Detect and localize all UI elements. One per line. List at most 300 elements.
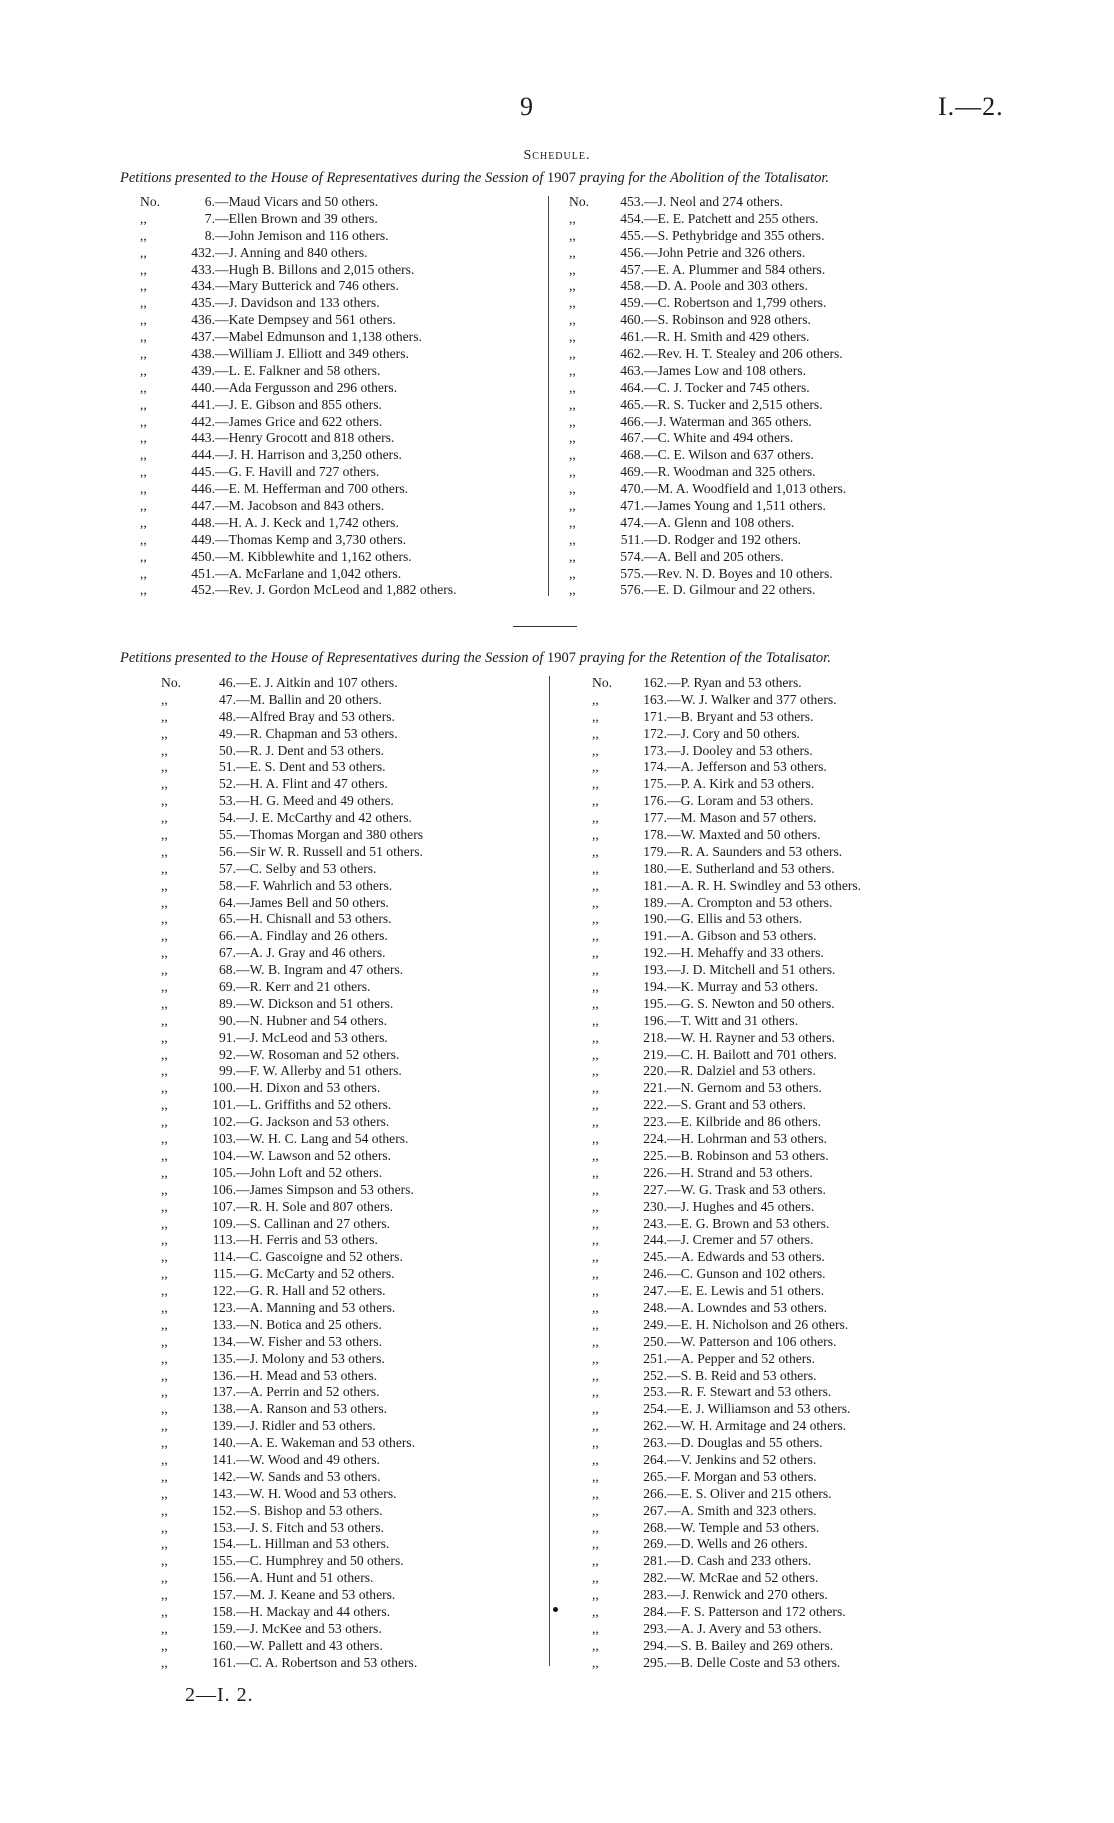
petition-number: 180. [643,860,667,876]
petition-text: —D. Douglas and 55 others. [667,1435,823,1451]
ditto-mark: ,, [592,1620,599,1636]
retention-list-right [592,675,861,1672]
ditto-mark: ,, [140,244,147,260]
petition-number: 474. [620,514,644,530]
petition-text: —H. A. J. Keck and 1,742 others. [215,514,399,530]
list-item [161,1317,423,1334]
petition-number: 55. [219,827,236,843]
ditto-mark: ,, [592,1114,599,1130]
list-item [161,1266,423,1283]
list-item [140,346,457,363]
petition-text: —E. D. Gilmour and 22 others. [644,582,816,598]
petition-number: 115. [212,1266,236,1282]
ditto-mark: ,, [140,498,147,514]
petition-number: 465. [620,396,644,412]
petition-number: 141. [212,1451,236,1467]
petition-number: 155. [212,1553,236,1569]
ditto-mark: ,, [161,911,168,927]
list-item [140,532,457,549]
petition-number: 250. [643,1333,667,1349]
petition-text: —W. H. C. Lang and 54 others. [236,1131,409,1147]
petition-text: —W. Patterson and 106 others. [667,1333,837,1349]
petition-number: 451. [191,565,215,581]
list-item [569,447,846,464]
list-item [569,363,846,380]
ditto-mark: ,, [161,945,168,961]
petition-text: —T. Witt and 31 others. [667,1012,799,1028]
petition-number: 247. [643,1283,667,1299]
list-item [592,675,861,692]
petition-text: —James Simpson and 53 others. [236,1181,414,1197]
ditto-mark: ,, [161,1553,168,1569]
petition-text: —R. Dalziel and 53 others. [667,1063,816,1079]
petition-text: —B. Robinson and 53 others. [667,1147,829,1163]
petition-text: —Thomas Kemp and 3,730 others. [215,531,407,547]
petition-text: —F. W. Allerby and 51 others. [236,1063,402,1079]
list-item [140,278,457,295]
ditto-mark: ,, [592,1367,599,1383]
petition-text: —W. Temple and 53 others. [667,1519,820,1535]
ditto-mark: ,, [569,430,576,446]
petition-number: 192. [643,945,667,961]
list-item [161,1452,423,1469]
petition-text: —W. Wood and 49 others. [236,1451,380,1467]
list-item [592,844,861,861]
ditto-mark: ,, [592,945,599,961]
ditto-mark: ,, [592,1316,599,1332]
signature-mark: 2—I. 2. [185,1684,254,1706]
list-item [592,1520,861,1537]
list-item [592,1536,861,1553]
petition-text: —John Jemison and 116 others. [215,227,389,243]
ditto-mark: ,, [140,295,147,311]
ditto-mark: ,, [569,413,576,429]
petition-number: 463. [620,362,644,378]
list-item [140,397,457,414]
ditto-mark: ,, [161,742,168,758]
petition-text: —A. Lowndes and 53 others. [667,1299,828,1315]
ditto-mark: ,, [592,827,599,843]
petition-number: 134. [212,1333,236,1349]
ditto-mark: ,, [592,1502,599,1518]
list-item [592,1503,861,1520]
list-item [161,911,423,928]
ditto-mark: ,, [161,810,168,826]
petition-number: 103. [212,1131,236,1147]
list-item [161,1503,423,1520]
petition-number: 249. [643,1316,667,1332]
ditto-mark: ,, [569,261,576,277]
ditto-mark: ,, [592,1553,599,1569]
ditto-mark: ,, [161,708,168,724]
petition-text: —Alfred Bray and 53 others. [236,708,395,724]
list-item [161,1013,423,1030]
petition-text: —D. Cash and 233 others. [667,1553,812,1569]
petition-text: —Henry Grocott and 818 others. [215,430,395,446]
petition-number: 455. [620,227,644,243]
petition-text: —B. Bryant and 53 others. [667,708,814,724]
petition-text: —L. Griffiths and 52 others. [236,1097,392,1113]
petition-text: —Kate Dempsey and 561 others. [215,312,396,328]
petition-number: 446. [191,481,215,497]
petition-number: 436. [191,312,215,328]
petition-text: —G. Jackson and 53 others. [236,1114,390,1130]
petition-text: —R. Chapman and 53 others. [236,725,398,741]
list-item [592,1300,861,1317]
petition-number: 466. [620,413,644,429]
petition-number: 7. [204,210,215,226]
petition-number: 140. [212,1435,236,1451]
ditto-mark: ,, [592,1097,599,1113]
list-item [592,878,861,895]
petition-text: —A. McFarlane and 1,042 others. [215,565,402,581]
petition-number: 67. [219,945,236,961]
ditto-mark: ,, [140,481,147,497]
ditto-mark: ,, [592,691,599,707]
ditto-mark: ,, [161,1637,168,1653]
ditto-mark: ,, [161,1350,168,1366]
page-number: 9 [520,92,533,121]
ditto-mark: ,, [161,1080,168,1096]
petition-text: —James Low and 108 others. [644,362,806,378]
list-item [161,1216,423,1233]
ditto-mark: ,, [140,413,147,429]
petition-text: —H. Mead and 53 others. [236,1367,378,1383]
petition-text: —J. E. McCarthy and 42 others. [236,810,412,826]
ditto-mark: ,, [161,1012,168,1028]
list-item [161,1384,423,1401]
petition-text: —J. Davidson and 133 others. [215,295,380,311]
petition-number: 51. [219,759,236,775]
petition-number: 153. [212,1519,236,1535]
list-item [161,878,423,895]
petition-text: —R. F. Stewart and 53 others. [667,1384,832,1400]
petition-number: 69. [219,979,236,995]
petition-text: —J. Ridler and 53 others. [236,1418,376,1434]
petition-number: 442. [191,413,215,429]
list-item [161,1165,423,1182]
list-item [592,1418,861,1435]
petition-number: 122. [212,1283,236,1299]
petition-text: —W. Rosoman and 52 others. [236,1046,400,1062]
ink-dot [553,1607,558,1612]
list-item [592,945,861,962]
petition-number: 171. [643,708,667,724]
petition-number: 159. [212,1620,236,1636]
ditto-mark: ,, [592,810,599,826]
petition-number: 576. [620,582,644,598]
list-item [140,194,457,211]
ditto-mark: ,, [161,1384,168,1400]
list-item [161,996,423,1013]
petition-number: 438. [191,346,215,362]
petition-number: 172. [643,725,667,741]
list-item [161,743,423,760]
petition-number: 92. [219,1046,236,1062]
ditto-mark: ,, [161,1215,168,1231]
list-item [140,295,457,312]
list-item [592,928,861,945]
petition-text: —S. Bishop and 53 others. [236,1502,383,1518]
list-item [161,1368,423,1385]
petition-number: 460. [620,312,644,328]
petition-number: 56. [219,843,236,859]
ditto-mark: ,, [592,995,599,1011]
ditto-mark: ,, [592,1570,599,1586]
list-item [161,1030,423,1047]
petition-text: —John Loft and 52 others. [236,1164,383,1180]
petition-number: 294. [643,1637,667,1653]
ditto-mark: ,, [569,481,576,497]
petition-number: 282. [643,1570,667,1586]
petition-text: —J. Molony and 53 others. [236,1350,385,1366]
petition-number: 48. [219,708,236,724]
list-item [161,759,423,776]
petition-number: 102. [212,1114,236,1130]
petition-text: —S. B. Reid and 53 others. [667,1367,817,1383]
list-item [161,1469,423,1486]
petition-text: —P. A. Kirk and 53 others. [667,776,815,792]
ditto-mark: ,, [161,1114,168,1130]
ditto-mark: ,, [161,1046,168,1062]
ditto-mark: ,, [592,928,599,944]
petition-text: —E. Kilbride and 86 others. [667,1114,822,1130]
petition-text: —A. Perrin and 52 others. [236,1384,380,1400]
petition-text: —S. Callinan and 27 others. [236,1215,391,1231]
petition-number: 138. [212,1401,236,1417]
petition-number: 433. [191,261,215,277]
petition-text: —C. J. Tocker and 745 others. [644,379,810,395]
list-item [592,996,861,1013]
petition-text: —B. Delle Coste and 53 others. [667,1654,841,1670]
ditto-mark: ,, [592,894,599,910]
petition-number: 152. [212,1502,236,1518]
list-item [592,861,861,878]
ditto-mark: ,, [569,329,576,345]
petition-text: —L. Hillman and 53 others. [236,1536,390,1552]
petition-number: 283. [643,1587,667,1603]
petition-number: 254. [643,1401,667,1417]
petition-number: 284. [643,1603,667,1619]
ditto-mark: ,, [161,1063,168,1079]
ditto-mark: ,, [592,843,599,859]
petition-number: 46. [219,675,236,690]
petition-number: 266. [643,1485,667,1501]
petition-text: —S. Pethybridge and 355 others. [644,227,825,243]
list-item [140,464,457,481]
list-item [161,844,423,861]
ditto-mark: ,, [592,1012,599,1028]
ditto-mark: ,, [569,565,576,581]
list-item [161,709,423,726]
petition-number: 441. [191,396,215,412]
list-item [161,1621,423,1638]
petition-number: 470. [620,481,644,497]
petition-text: —K. Murray and 53 others. [667,979,819,995]
list-item [592,979,861,996]
ditto-mark: ,, [140,447,147,463]
petition-text: —William J. Elliott and 349 others. [215,346,409,362]
list-item [592,1317,861,1334]
petition-number: 223. [643,1114,667,1130]
ditto-mark: ,, [161,691,168,707]
column-divider [549,676,550,1666]
petition-text: —E. E. Lewis and 51 others. [667,1283,825,1299]
petition-text: —N. Gernom and 53 others. [667,1080,822,1096]
petition-number: 443. [191,430,215,446]
list-item [569,245,846,262]
list-item [161,1553,423,1570]
petition-number: 99. [219,1063,236,1079]
petition-text: —A. Gibson and 53 others. [667,928,817,944]
petition-text: —J. S. Fitch and 53 others. [236,1519,385,1535]
list-item [592,1553,861,1570]
ditto-mark: ,, [569,531,576,547]
ditto-mark: ,, [161,1620,168,1636]
petition-number: 295. [643,1654,667,1670]
petition-number: 435. [191,295,215,311]
petition-number: 461. [620,329,644,345]
list-item [161,1401,423,1418]
petition-number: 464. [620,379,644,395]
list-item [592,709,861,726]
ditto-mark: ,, [140,514,147,530]
petition-number: 181. [643,877,667,893]
ditto-mark: ,, [592,1029,599,1045]
petition-text: —A. Bell and 205 others. [644,548,784,564]
list-item [592,1283,861,1300]
list-item [161,962,423,979]
petition-number: 449. [191,531,215,547]
petition-text: —J. Anning and 840 others. [215,244,368,260]
list-item [592,810,861,827]
ditto-mark: ,, [161,1333,168,1349]
petition-text: —W. H. Wood and 53 others. [236,1485,397,1501]
petition-text: —A. Findlay and 26 others. [236,928,388,944]
list-item [161,1063,423,1080]
list-item [569,414,846,431]
ditto-mark: ,, [592,1147,599,1163]
list-item [161,895,423,912]
list-item [569,481,846,498]
ditto-mark: ,, [569,396,576,412]
petition-number: 251. [643,1350,667,1366]
petition-text: —E. J. Williamson and 53 others. [667,1401,851,1417]
petition-number: 439. [191,362,215,378]
petition-text: —H. Ferris and 53 others. [236,1232,378,1248]
list-item [592,1334,861,1351]
list-item [569,582,846,599]
petition-text: —J. E. Gibson and 855 others. [215,396,382,412]
petition-number: 101. [212,1097,236,1113]
ditto-mark: ,, [140,379,147,395]
ditto-mark: ,, [592,1468,599,1484]
petition-number: 226. [643,1164,667,1180]
ditto-mark: ,, [161,1435,168,1451]
list-item [592,1148,861,1165]
petition-text: —J. McKee and 53 others. [236,1620,382,1636]
list-item [140,380,457,397]
petition-text: —C. Selby and 53 others. [236,860,377,876]
petition-number: 219. [643,1046,667,1062]
petition-number: 68. [219,962,236,978]
ditto-mark: ,, [140,346,147,362]
petition-text: —D. A. Poole and 303 others. [644,278,808,294]
ditto-mark: ,, [161,759,168,775]
ditto-mark: ,, [569,514,576,530]
petition-text: —Hugh B. Billons and 2,015 others. [215,261,415,277]
list-item [592,1587,861,1604]
petition-text: —M. Jacobson and 843 others. [215,498,385,514]
abolition-heading-text: Petitions presented to the House of Representatives during the Session of [120,170,544,186]
ditto-mark: ,, [592,1333,599,1349]
petition-text: —P. Ryan and 53 others. [667,675,802,690]
petition-number: 173. [643,742,667,758]
petition-number: 158. [212,1603,236,1619]
petition-number: 224. [643,1131,667,1147]
petition-number: 281. [643,1553,667,1569]
abolition-list-left [140,194,457,599]
petition-number: 264. [643,1451,667,1467]
petition-number: 106. [212,1181,236,1197]
petition-text: —W. H. Rayner and 53 others. [667,1029,835,1045]
petition-text: —A. Pepper and 52 others. [667,1350,815,1366]
abolition-list-right [569,194,846,599]
ditto-mark: ,, [140,261,147,277]
list-item [161,1486,423,1503]
petition-text: —C. Gascoigne and 52 others. [236,1249,403,1265]
ditto-mark: ,, [592,1249,599,1265]
petition-number: 190. [643,911,667,927]
petition-text: —J. Dooley and 53 others. [667,742,813,758]
list-item [161,1080,423,1097]
list-item [161,1520,423,1537]
list-item [161,1249,423,1266]
list-item [592,1063,861,1080]
ditto-mark: ,, [161,1181,168,1197]
list-item [140,430,457,447]
ditto-mark: ,, [592,793,599,809]
ditto-mark: ,, [161,962,168,978]
petition-number: 452. [191,582,215,598]
ditto-mark: ,, [592,1181,599,1197]
list-item [161,1351,423,1368]
list-item [592,1216,861,1233]
list-item [569,262,846,279]
petition-number: 263. [643,1435,667,1451]
petition-text: —J. Neol and 274 others. [644,194,783,209]
list-item [161,1283,423,1300]
petition-text: —W. G. Trask and 53 others. [667,1181,826,1197]
ditto-mark: ,, [592,911,599,927]
list-item [161,1300,423,1317]
ditto-mark: ,, [569,227,576,243]
petition-number: 444. [191,447,215,463]
list-item [161,1131,423,1148]
ditto-mark: ,, [161,928,168,944]
list-item [140,312,457,329]
petition-text: —D. Wells and 26 others. [667,1536,808,1552]
petition-number: 267. [643,1502,667,1518]
petition-text: —W. Sands and 53 others. [236,1468,381,1484]
ditto-mark: ,, [161,1519,168,1535]
list-item [140,498,457,515]
petition-text: —E. E. Patchett and 255 others. [644,210,819,226]
list-item [592,1080,861,1097]
petition-number: 89. [219,995,236,1011]
ditto-mark: ,, [161,776,168,792]
list-item [161,675,423,692]
